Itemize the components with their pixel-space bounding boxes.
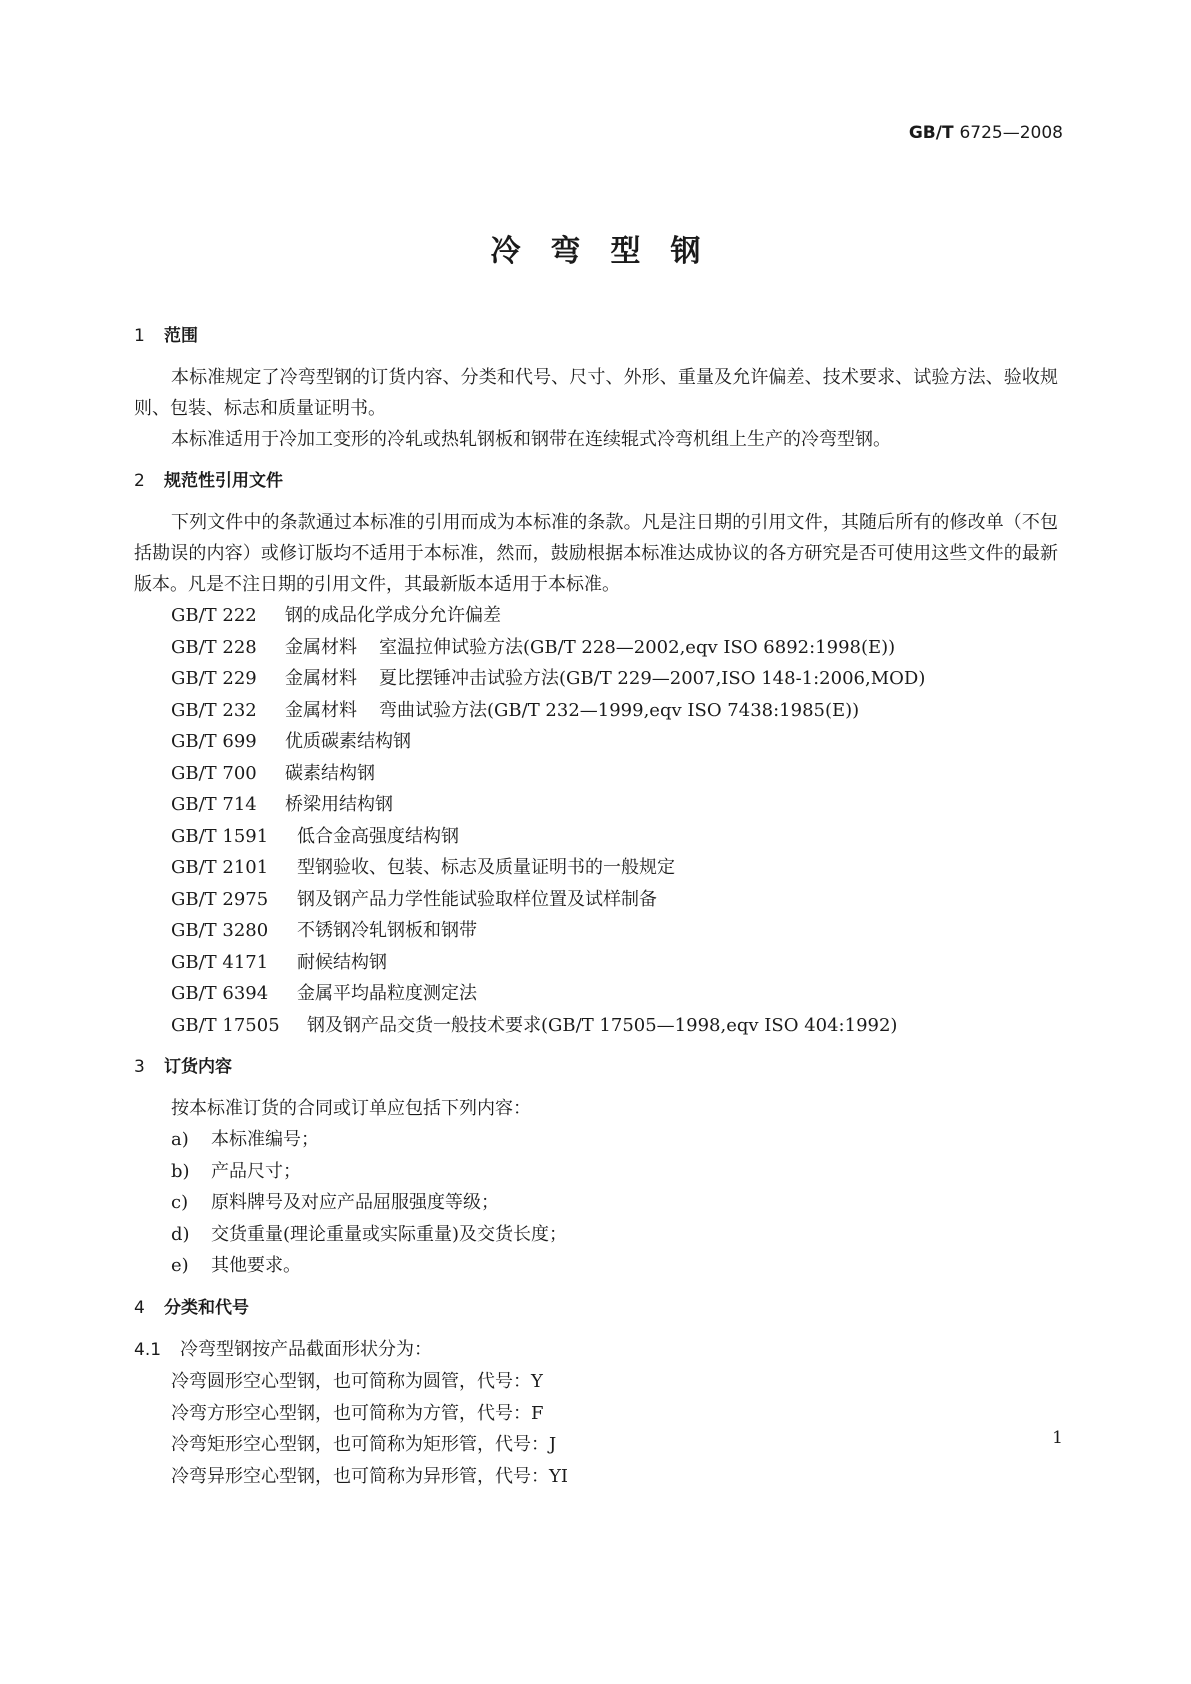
clause-text: 冷弯型钢按产品截面形状分为：: [180, 1338, 432, 1360]
reference-item: [134, 852, 1058, 884]
classification-line: 冷弯矩形空心型钢，也可简称为矩形管，代号：J: [171, 1434, 557, 1455]
reference-title: 钢及钢产品力学性能试验取样位置及试样制备: [297, 888, 657, 910]
section-1-heading: [134, 320, 1058, 352]
section-title: 订货内容: [164, 1057, 232, 1077]
reference-code: GB/T 4171: [171, 951, 269, 973]
reference-code: GB/T 2975: [171, 888, 269, 910]
reference-item: [134, 947, 1058, 979]
list-item: [134, 1187, 1058, 1219]
section-number: 3: [134, 1057, 145, 1077]
reference-title: 型钢验收、包装、标志及质量证明书的一般规定: [297, 857, 675, 878]
clause-4-1: [134, 1334, 1058, 1367]
section-2-heading: [134, 465, 1058, 497]
classification-line: 冷弯方形空心型钢，也可简称为方管，代号：F: [171, 1402, 544, 1424]
reference-subtitle: 夏比摆锤冲击试验方法(GB/T 229—2007,ISO 148-1:2006,MOD): [379, 668, 926, 689]
reference-code: GB/T 232: [171, 699, 257, 721]
reference-code: GB/T 3280: [171, 920, 269, 941]
paragraph: 本标准规定了冷弯型钢的订货内容、分类和代号、尺寸、外形、重量及允许偏差、技术要求、试验方法、验收规则、包装、标志和质量证明书。: [134, 367, 1058, 419]
list-marker: a): [171, 1129, 189, 1150]
reference-code: GB/T 228: [171, 636, 257, 658]
page-number: 1: [1052, 1428, 1063, 1448]
standard-prefix: GB/T: [908, 123, 954, 143]
reference-code: GB/T 229: [171, 668, 257, 689]
reference-code: GB/T 700: [171, 762, 257, 784]
classification-line: 冷弯圆形空心型钢，也可简称为圆管，代号：Y: [171, 1371, 543, 1392]
list-text: 其他要求。: [211, 1255, 301, 1276]
section-number: 4: [134, 1297, 145, 1318]
reference-title: 金属平均晶粒度测定法: [297, 983, 477, 1004]
reference-code: GB/T 714: [171, 794, 257, 815]
reference-item: [134, 758, 1058, 790]
reference-subtitle: 室温拉伸试验方法(GB/T 228—2002,eqv ISO 6892:1998(E)): [379, 636, 896, 658]
section-3-heading: [134, 1051, 1058, 1083]
paragraph: 本标准适用于冷加工变形的冷轧或热轧钢板和钢带在连续辊式冷弯机组上生产的冷弯型钢。: [171, 429, 891, 450]
list-marker: b): [171, 1160, 190, 1182]
section-4-heading: [134, 1292, 1058, 1324]
reference-item: [134, 600, 1058, 632]
reference-item: [134, 663, 1058, 695]
reference-title: 碳素结构钢: [285, 762, 375, 784]
reference-title: 金属材料: [285, 699, 357, 721]
reference-title: 金属材料: [285, 636, 357, 658]
reference-title: 钢的成品化学成分允许偏差: [285, 605, 501, 626]
section-title: 规范性引用文件: [164, 471, 283, 491]
document-body: [134, 320, 1058, 1492]
section-title: 范围: [164, 326, 198, 346]
reference-subtitle: 弯曲试验方法(GB/T 232—1999,eqv ISO 7438:1985(E)): [379, 699, 860, 721]
reference-item: [134, 726, 1058, 758]
reference-code: GB/T 699: [171, 731, 257, 752]
list-text: 本标准编号；: [211, 1129, 319, 1150]
reference-title: 金属材料: [285, 668, 357, 689]
reference-item: [134, 978, 1058, 1010]
reference-title: 不锈钢冷轧钢板和钢带: [297, 920, 477, 941]
reference-title: 桥梁用结构钢: [285, 794, 393, 815]
reference-item: [134, 884, 1058, 916]
list-text: 交货重量(理论重量或实际重量)及交货长度；: [211, 1223, 568, 1245]
reference-title: 优质碳素结构钢: [285, 731, 411, 752]
list-marker: e): [171, 1255, 189, 1276]
list-marker: d): [171, 1223, 190, 1245]
reference-item: [134, 632, 1058, 664]
reference-code: GB/T 222: [171, 605, 257, 626]
list-marker: c): [171, 1192, 189, 1213]
section-number: 1: [134, 326, 145, 346]
list-item: [134, 1219, 1058, 1251]
reference-title: 钢及钢产品交货一般技术要求(GB/T 17505—1998,eqv ISO 404:1992): [307, 1014, 898, 1036]
list-text: 产品尺寸；: [211, 1160, 301, 1182]
list-item: [134, 1124, 1058, 1156]
paragraph: 按本标准订货的合同或订单应包括下列内容：: [171, 1098, 531, 1119]
document-title: 冷弯型钢: [490, 234, 731, 269]
section-number: 2: [134, 471, 145, 491]
standard-number: [909, 123, 1063, 143]
standard-year: 6725—2008: [959, 123, 1063, 143]
reference-item: [134, 821, 1058, 853]
reference-code: GB/T 2101: [171, 857, 269, 878]
paragraph: 下列文件中的条款通过本标准的引用而成为本标准的条款。凡是注日期的引用文件，其随后所有的修改单（不包括勘误的内容）或修订版均不适用于本标准，然而，鼓励根据本标准达成协议的各方研究是否可使用这些文件的最新版本。凡是不注日期的引用文件，其最新版本适用于本标准。: [134, 512, 1058, 595]
reference-item: [134, 915, 1058, 947]
reference-title: 耐候结构钢: [297, 951, 387, 973]
reference-item: [134, 695, 1058, 727]
reference-item: [134, 789, 1058, 821]
reference-code: GB/T 17505: [171, 1014, 280, 1036]
list-item: [134, 1250, 1058, 1282]
list-item: [134, 1156, 1058, 1188]
reference-code: GB/T 6394: [171, 983, 269, 1004]
reference-item: [134, 1010, 1058, 1042]
section-title: 分类和代号: [164, 1297, 249, 1318]
list-text: 原料牌号及对应产品屈服强度等级；: [211, 1192, 499, 1213]
reference-title: 低合金高强度结构钢: [297, 825, 459, 847]
classification-line: 冷弯异形空心型钢，也可简称为异形管，代号：YI: [171, 1465, 568, 1487]
clause-number: 4.1: [134, 1339, 162, 1360]
reference-code: GB/T 1591: [171, 825, 269, 847]
